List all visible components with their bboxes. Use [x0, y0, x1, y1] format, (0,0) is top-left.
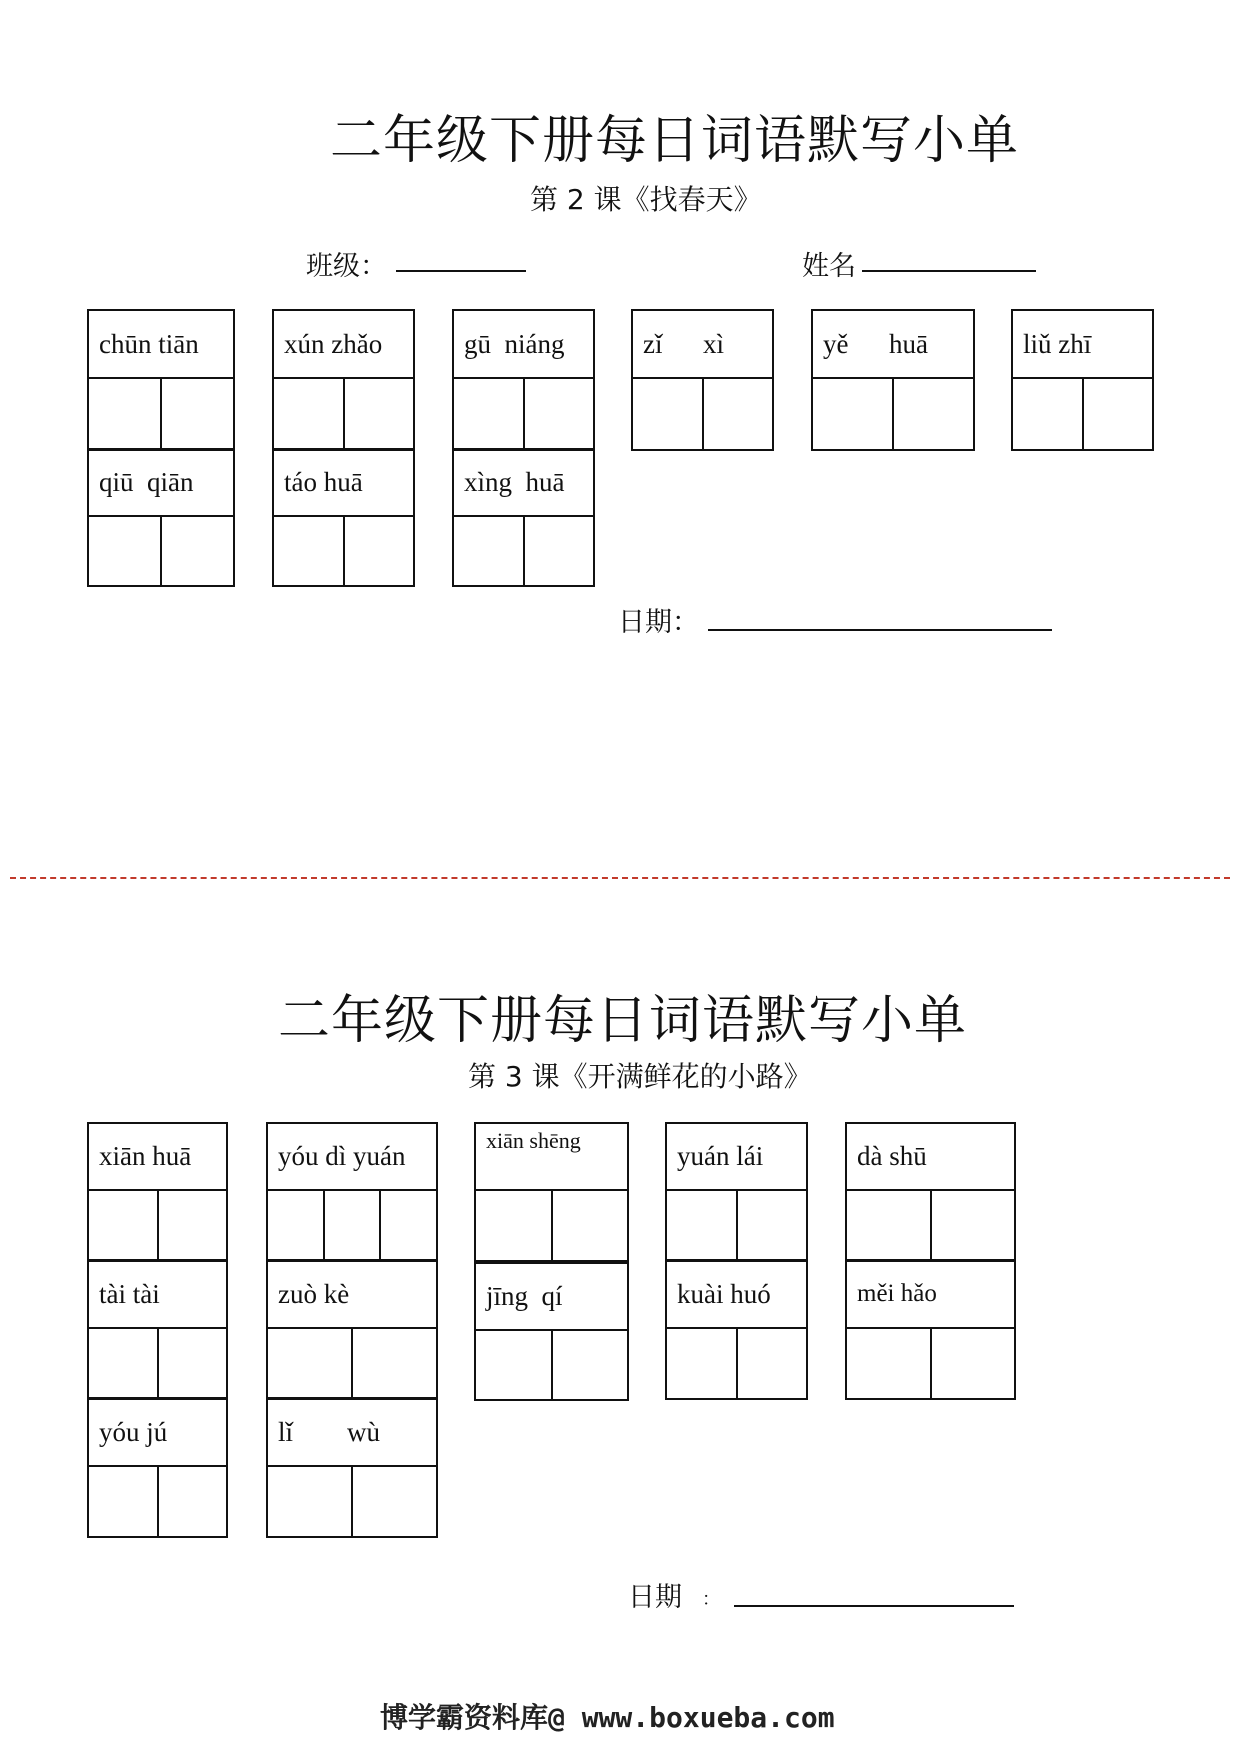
character-writing-cell[interactable]	[553, 1191, 628, 1260]
character-writing-cell[interactable]	[274, 379, 345, 449]
sheet2-word-box	[665, 1259, 808, 1400]
writing-cells	[847, 1329, 1014, 1398]
pinyin-label: jīng qí	[476, 1264, 627, 1331]
character-writing-cell[interactable]	[159, 1329, 227, 1398]
pinyin-label: dà shū	[847, 1124, 1014, 1191]
character-writing-cell[interactable]	[381, 1191, 436, 1260]
character-writing-cell[interactable]	[159, 1191, 227, 1260]
character-writing-cell[interactable]	[738, 1329, 807, 1398]
class-blank-line[interactable]	[396, 270, 526, 272]
character-writing-cell[interactable]	[268, 1329, 353, 1398]
sheet1-word-box	[1011, 309, 1154, 451]
sheet2-lesson-title: 第 3 课《开满鲜花的小路》	[468, 1060, 812, 1093]
character-writing-cell[interactable]	[813, 379, 894, 449]
writing-cells	[89, 517, 233, 585]
sheet2-word-box	[845, 1259, 1016, 1400]
character-writing-cell[interactable]	[476, 1331, 553, 1399]
sheet1-word-box	[452, 448, 595, 587]
sheet2-word-box	[266, 1122, 438, 1262]
writing-cells	[813, 379, 973, 449]
character-writing-cell[interactable]	[268, 1191, 325, 1260]
pinyin-label: kuài huó	[667, 1261, 806, 1329]
character-writing-cell[interactable]	[162, 517, 233, 585]
class-label: 班级：	[306, 251, 387, 282]
sheet1-word-box	[631, 309, 774, 451]
character-writing-cell[interactable]	[667, 1191, 738, 1260]
character-writing-cell[interactable]	[738, 1191, 807, 1260]
sheet1-date-blank-line[interactable]	[708, 629, 1052, 631]
writing-cells	[476, 1191, 627, 1260]
writing-cells	[274, 517, 413, 585]
writing-cells	[667, 1329, 806, 1398]
writing-cells	[1013, 379, 1152, 449]
character-writing-cell[interactable]	[268, 1467, 353, 1536]
pinyin-label: zǐ xì	[633, 311, 772, 379]
character-writing-cell[interactable]	[325, 1191, 382, 1260]
pinyin-label: yóu dì yuán	[268, 1124, 436, 1191]
sheet2-word-box	[474, 1262, 629, 1401]
character-writing-cell[interactable]	[89, 1329, 159, 1398]
character-writing-cell[interactable]	[667, 1329, 738, 1398]
sheet1-date-label: 日期：	[618, 607, 699, 638]
character-writing-cell[interactable]	[162, 379, 233, 449]
character-writing-cell[interactable]	[345, 379, 414, 449]
writing-cells	[454, 517, 593, 585]
writing-cells	[667, 1191, 806, 1260]
character-writing-cell[interactable]	[704, 379, 773, 449]
pinyin-label: yě huā	[813, 311, 973, 379]
sheet2-date-blank-line[interactable]	[734, 1605, 1014, 1607]
pinyin-label: zuò kè	[268, 1261, 436, 1329]
sheet1-lesson-title: 第 2 课《找春天》	[530, 183, 762, 216]
sheet1-word-box	[87, 448, 235, 587]
writing-cells	[847, 1191, 1014, 1260]
cut-line-divider	[10, 877, 1230, 879]
character-writing-cell[interactable]	[633, 379, 704, 449]
character-writing-cell[interactable]	[894, 379, 973, 449]
writing-cells	[476, 1331, 627, 1399]
sheet1-word-box	[272, 448, 415, 587]
pinyin-label: yuán lái	[667, 1124, 806, 1191]
writing-cells	[268, 1329, 436, 1398]
sheet1-word-box	[452, 309, 595, 451]
sheet2-date-label: 日期	[628, 1582, 682, 1613]
character-writing-cell[interactable]	[454, 379, 525, 449]
name-label: 姓名	[802, 251, 856, 282]
pinyin-label: qiū qiān	[89, 450, 233, 517]
sheet2-title: 二年级下册每日词语默写小单	[278, 991, 968, 1051]
sheet2-word-box	[87, 1122, 228, 1262]
character-writing-cell[interactable]	[353, 1329, 436, 1398]
sheet2-word-box	[87, 1397, 228, 1538]
character-writing-cell[interactable]	[454, 517, 525, 585]
sheet2-word-box	[87, 1259, 228, 1400]
character-writing-cell[interactable]	[553, 1331, 628, 1399]
sheet2-word-box	[266, 1259, 438, 1400]
pinyin-label: xiān shēng	[476, 1124, 627, 1191]
pinyin-label: xìng huā	[454, 450, 593, 517]
writing-cells	[268, 1191, 436, 1260]
character-writing-cell[interactable]	[353, 1467, 436, 1536]
character-writing-cell[interactable]	[932, 1329, 1015, 1398]
sheet1-word-box	[272, 309, 415, 451]
character-writing-cell[interactable]	[932, 1191, 1015, 1260]
character-writing-cell[interactable]	[847, 1191, 932, 1260]
name-blank-line[interactable]	[862, 270, 1036, 272]
writing-cells	[454, 379, 593, 449]
sheet2-word-box	[665, 1122, 808, 1262]
writing-cells	[268, 1467, 436, 1536]
character-writing-cell[interactable]	[89, 379, 162, 449]
footer-watermark: 博学霸资料库@ www.boxueba.com	[380, 1701, 835, 1734]
writing-cells	[89, 1329, 226, 1398]
character-writing-cell[interactable]	[274, 517, 345, 585]
writing-cells	[89, 1191, 226, 1260]
pinyin-label: gū niáng	[454, 311, 593, 379]
writing-cells	[89, 379, 233, 449]
pinyin-label: xiān huā	[89, 1124, 226, 1191]
character-writing-cell[interactable]	[345, 517, 414, 585]
sheet2-word-box	[845, 1122, 1016, 1262]
character-writing-cell[interactable]	[525, 517, 594, 585]
sheet1-title: 二年级下册每日词语默写小单	[330, 111, 1020, 171]
writing-cells	[633, 379, 772, 449]
character-writing-cell[interactable]	[1013, 379, 1084, 449]
character-writing-cell[interactable]	[476, 1191, 553, 1260]
pinyin-label: tài tài	[89, 1261, 226, 1329]
writing-cells	[89, 1467, 226, 1536]
pinyin-label: lǐ wù	[268, 1399, 436, 1467]
pinyin-label: yóu jú	[89, 1399, 226, 1467]
sheet1-word-box	[87, 309, 235, 451]
character-writing-cell[interactable]	[89, 1467, 159, 1536]
sheet2-word-box	[266, 1397, 438, 1538]
writing-cells	[274, 379, 413, 449]
character-writing-cell[interactable]	[847, 1329, 932, 1398]
pinyin-label: liǔ zhī	[1013, 311, 1152, 379]
character-writing-cell[interactable]	[159, 1467, 227, 1536]
character-writing-cell[interactable]	[89, 1191, 159, 1260]
character-writing-cell[interactable]	[1084, 379, 1153, 449]
pinyin-label: xún zhǎo	[274, 311, 413, 379]
character-writing-cell[interactable]	[525, 379, 594, 449]
sheet1-word-box	[811, 309, 975, 451]
pinyin-label: měi hǎo	[847, 1261, 1014, 1329]
sheet2-word-box	[474, 1122, 629, 1262]
sheet2-date-colon: ：	[702, 1589, 720, 1610]
character-writing-cell[interactable]	[89, 517, 162, 585]
pinyin-label: táo huā	[274, 450, 413, 517]
pinyin-label: chūn tiān	[89, 311, 233, 379]
